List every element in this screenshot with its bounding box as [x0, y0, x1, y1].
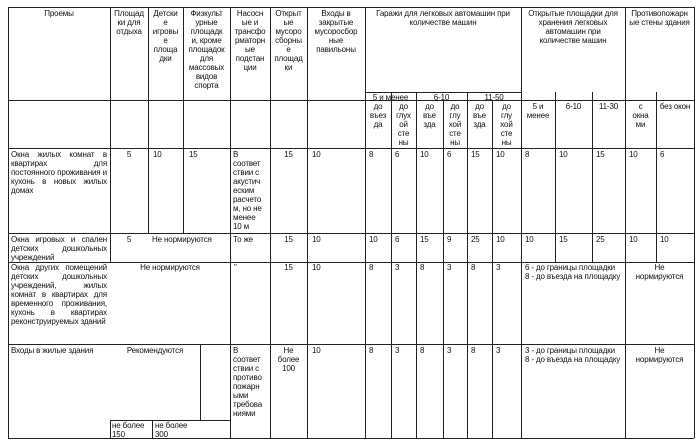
cell-open: 8 — [525, 150, 530, 159]
cell-garage: 10 — [496, 235, 505, 244]
row-label: Окна жилых комнат в квартирах для постоянного проживания и кухонь в новых жилых домах — [11, 150, 107, 195]
grid-line — [365, 7, 366, 438]
header-garbage: Открыт ые мусоро сборны е площад ки — [274, 9, 303, 72]
sub-to-wall: до глух ой сте ны — [396, 102, 411, 147]
cell-garage: 3 — [395, 346, 400, 355]
cell-garage: 3 — [395, 263, 400, 272]
grid-line — [200, 344, 201, 420]
cell-fire: 10 — [660, 235, 669, 244]
cell-garage: 3 — [496, 346, 501, 355]
sub-11-50: 11-50 — [484, 93, 504, 102]
cell-garage: 10 — [420, 150, 429, 159]
cell-closed: 10 — [312, 346, 321, 355]
cell-play-sport: Не нормируются — [152, 235, 212, 244]
cell-garage: 6 — [395, 235, 400, 244]
cell-garage: 8 — [471, 263, 476, 272]
cell-fire: 6 — [660, 150, 665, 159]
cell-span: Рекомендуются — [126, 346, 184, 355]
grid-line — [492, 100, 493, 438]
header-open-parking: Открытые площадки для хранения легковых автомашин при количестве машин — [528, 9, 618, 45]
cell-garage: 25 — [471, 235, 480, 244]
cell-garage: 15 — [420, 235, 429, 244]
grid-line — [521, 7, 522, 438]
cell-open: 15 — [596, 150, 605, 159]
cell-open: 10 — [559, 150, 568, 159]
cell-garbage: 15 — [284, 263, 293, 272]
sub-to-entry: до въе зда — [473, 102, 486, 129]
cell-open-note: 3 - до границы площадки 8 - до въезда на площадку — [525, 346, 621, 364]
grid-line — [416, 92, 417, 438]
header-fire-walls: Противопожарн ые стены здания — [629, 9, 690, 27]
header-playgrounds: Детски е игровы е площа дки — [152, 9, 179, 63]
cell-garage: 8 — [471, 346, 476, 355]
header-pumps: Насосн ые и трансфо рматорн ые подстан ции — [234, 9, 266, 72]
sub-to-wall: до глу хой сте ны — [448, 102, 462, 147]
cell-closed: 10 — [312, 235, 321, 244]
table-border-right — [694, 7, 695, 438]
cell-rest: 5 — [126, 150, 132, 159]
grid-line — [467, 92, 468, 438]
cell-garage: 8 — [369, 150, 374, 159]
grid-line — [625, 7, 626, 438]
grid-line — [110, 420, 111, 438]
cell-garage: 6 — [395, 150, 400, 159]
sub-no-windows: без окон — [659, 102, 691, 111]
header-rest-areas: Площад ки для отдыха — [114, 9, 144, 36]
header-sports: Физкульт урные площадк и, кроме площадок для массовых видов спорта — [188, 9, 225, 90]
cell-garage: 3 — [496, 263, 501, 272]
cell-play: 10 — [153, 150, 162, 159]
cell-garbage: 15 — [284, 150, 293, 159]
cell-fire: Не нормируются — [635, 263, 684, 281]
grid-line — [592, 92, 593, 262]
grid-line — [555, 92, 556, 262]
grid-line — [656, 92, 657, 262]
header-garages: Гаражи для легковых автомашин при количестве машин — [376, 9, 510, 27]
cell-garage: 8 — [420, 346, 425, 355]
header-openings: Проемы — [44, 9, 74, 18]
sub-with-windows: с окна ми — [632, 102, 649, 129]
sub-open-6-10: 6-10 — [565, 102, 582, 111]
cell-pump: В соответ ствии с акустич еским расчето м, но не менее 10 м — [233, 150, 262, 231]
cell-closed: 10 — [312, 150, 321, 159]
cell-garage: 3 — [447, 346, 452, 355]
grid-line — [152, 420, 153, 438]
cell-fire: 10 — [629, 235, 638, 244]
cell-closed: 10 — [312, 263, 321, 272]
cell-garage: 9 — [447, 235, 452, 244]
cell-garage: 3 — [447, 263, 452, 272]
sub-to-entry: до въез да — [369, 102, 387, 129]
cell-open: 10 — [525, 235, 534, 244]
cell-foot-play: не более 300 — [155, 421, 188, 439]
cell-sport: 15 — [189, 150, 198, 159]
cell-garage: 15 — [471, 150, 480, 159]
table-border-bottom — [8, 438, 694, 439]
row-label: Окна игровых и спален детских дошкольных учреждений — [11, 235, 107, 262]
cell-span: Не нормируются — [140, 263, 200, 272]
cell-garage: 8 — [369, 263, 374, 272]
sub-5-or-less: 5 и менее — [372, 93, 409, 102]
cell-fire: 10 — [629, 150, 638, 159]
cell-pump: В соответ ствии с противо пожарн ыми требова ниями — [233, 346, 263, 418]
sub-open-11-30: 11-30 — [598, 102, 619, 111]
grid-line — [8, 344, 694, 345]
cell-open: 25 — [596, 235, 605, 244]
cell-garage: 10 — [496, 150, 505, 159]
cell-rest: 5 — [126, 235, 132, 244]
table-border-left — [8, 7, 9, 438]
cell-fire: Не нормируются — [635, 346, 684, 364]
grid-line — [110, 7, 111, 262]
cell-garage: 8 — [369, 346, 374, 355]
cell-open-note: 6 - до границы площадки 8 - до въезда на площадку — [525, 263, 621, 281]
header-closed-garbage: Входы в закрытые мусоросбор ные павильоны — [314, 9, 358, 54]
cell-garbage: 15 — [284, 235, 293, 244]
cell-garage: 10 — [369, 235, 378, 244]
cell-garage: 6 — [447, 150, 452, 159]
row-label: Входы в жилые здания — [11, 346, 94, 355]
grid-line — [443, 100, 444, 438]
grid-line — [307, 7, 308, 438]
cell-pump: То же — [233, 235, 253, 244]
row-label: Окна других помещений детских дошкольных учреждений, жилых комнат в квартирах для временного проживания, кухонь в квартирах реконструируемых зданий — [11, 263, 107, 326]
sub-to-wall: до глу хой сте ны — [500, 102, 513, 147]
cell-garage: 8 — [420, 263, 425, 272]
cell-garbage: Не более 100 — [277, 346, 300, 373]
cell-pump: " — [234, 263, 237, 272]
sub-open-5: 5 и менее — [526, 102, 550, 120]
sub-to-entry: до въе зда — [423, 102, 436, 129]
cell-open: 15 — [559, 235, 568, 244]
cell-foot-rest: не более 150 — [112, 421, 145, 439]
sub-6-10: 6-10 — [433, 93, 450, 102]
